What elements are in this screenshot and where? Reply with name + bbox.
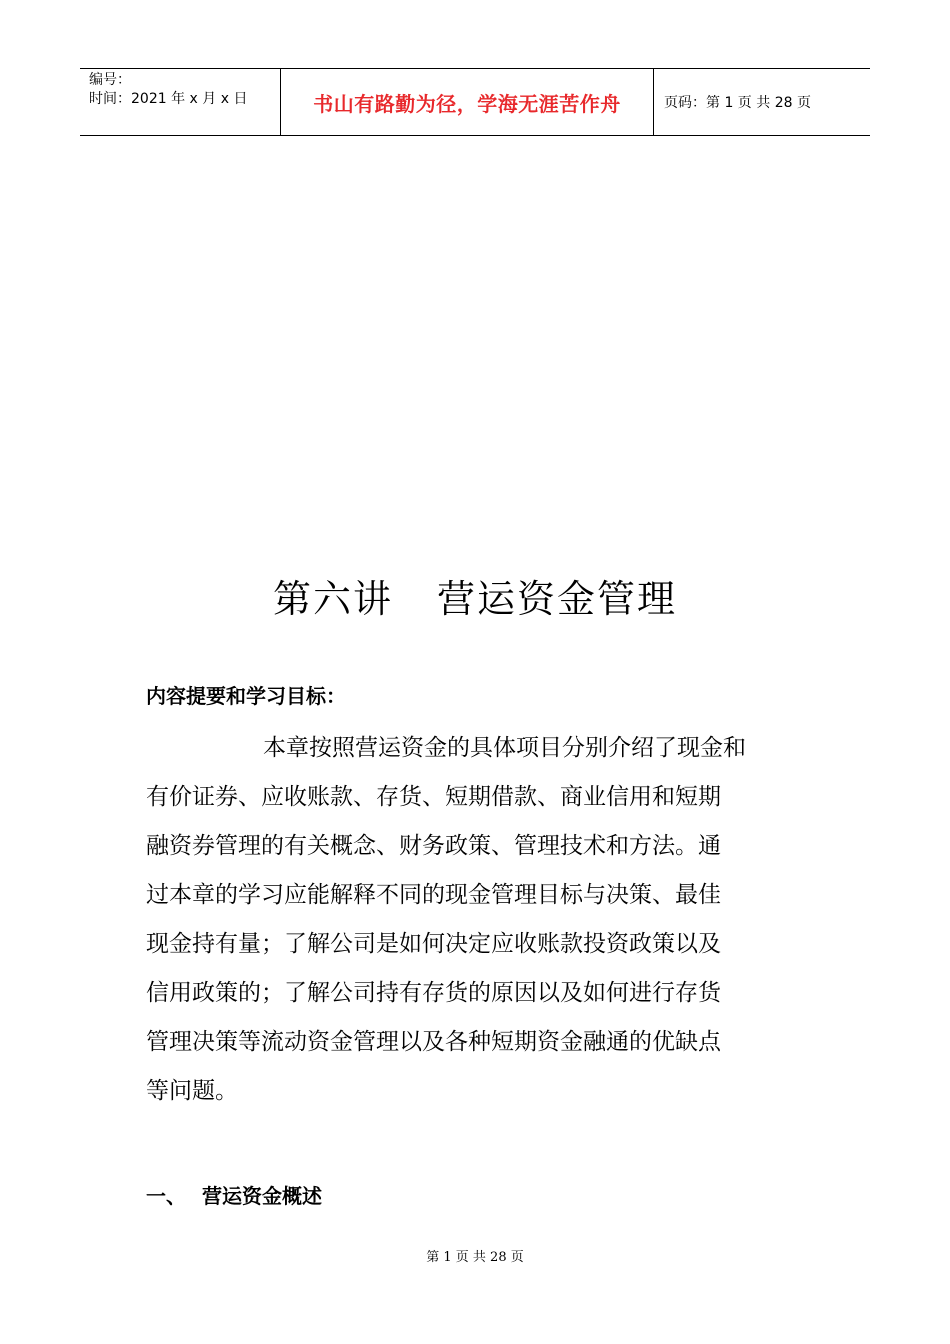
paragraph-line: 信用政策的；了解公司持有存货的原因以及如何进行存货: [146, 980, 721, 1006]
paragraph-line: 融资券管理的有关概念、财务政策、管理技术和方法。通: [146, 833, 721, 859]
page-footer: 第 1 页 共 28 页: [426, 1250, 524, 1265]
header-motto: 书山有路勤为径，学海无涯苦作舟: [313, 91, 621, 116]
section-number: 一、: [146, 1184, 186, 1208]
paragraph-line: 管理决策等流动资金管理以及各种短期资金融通的优缺点: [146, 1029, 721, 1055]
summary-heading: 内容提要和学习目标：: [146, 684, 346, 708]
header-page-cell: [654, 69, 870, 135]
header-meta-cell: [80, 69, 281, 135]
header-page-info: 页码：第 1 页 共 28 页: [664, 95, 811, 111]
paragraph-line: 本章按照营运资金的具体项目分别介绍了现金和: [263, 735, 746, 761]
paragraph-line: 过本章的学习应能解释不同的现金管理目标与决策、最佳: [146, 882, 721, 908]
document-time-label: 时间：2021 年 x 月 x 日: [89, 91, 248, 107]
section-heading-1: [146, 1180, 322, 1209]
section-title: 营运资金概述: [202, 1184, 322, 1208]
document-number-label: 编号：: [89, 72, 131, 88]
paragraph-line: 等问题。: [146, 1078, 238, 1104]
document-header: [80, 68, 870, 136]
chapter-title: [0, 568, 950, 623]
summary-paragraph: [146, 724, 806, 1116]
paragraph-line: 有价证券、应收账款、存货、短期借款、商业信用和短期: [146, 784, 721, 810]
paragraph-line: 现金持有量；了解公司是如何决定应收账款投资政策以及: [146, 931, 721, 957]
chapter-title-text: 营运资金管理: [437, 577, 678, 621]
header-motto-cell: [281, 69, 654, 135]
chapter-title-number: 第六讲: [272, 577, 393, 621]
